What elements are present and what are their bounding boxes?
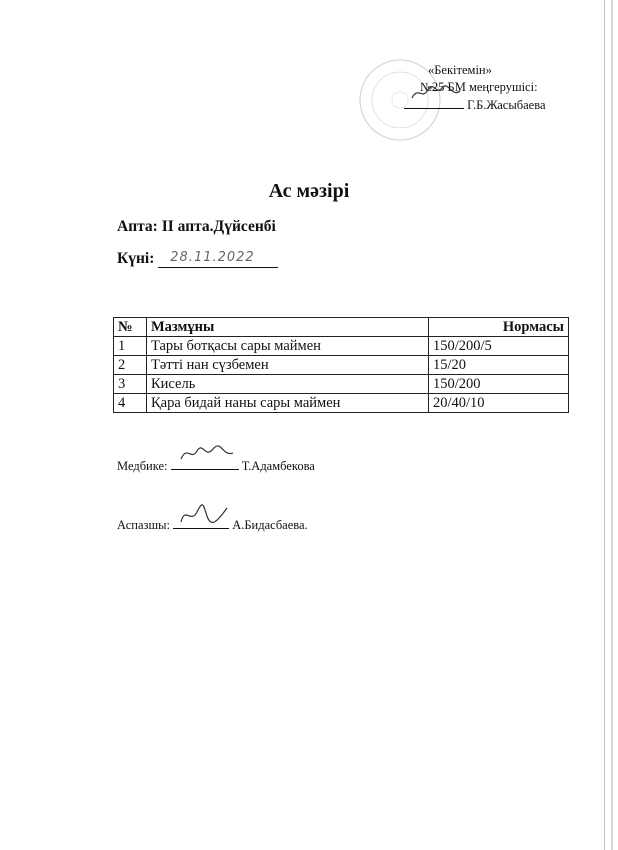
row-norm: 150/200 (429, 375, 569, 394)
approval-position: №25 БМ меңгерушісі: (420, 80, 538, 94)
scan-edge-line (611, 0, 613, 850)
cook-signature (173, 516, 229, 529)
cook-signature-row (117, 516, 308, 533)
page-title: Ас мәзірі (268, 180, 350, 202)
header-content: Мазмұны (147, 318, 429, 337)
header-number: № (114, 318, 147, 337)
row-norm: 20/40/10 (429, 394, 569, 413)
date-label: Күні: (117, 250, 155, 267)
table-header-row (114, 318, 569, 337)
director-name: Г.Б.Жасыбаева (467, 98, 546, 112)
row-item: Тары ботқасы сары маймен (147, 337, 429, 356)
row-number: 2 (114, 356, 147, 375)
row-number: 4 (114, 394, 147, 413)
header-norm: Нормасы (429, 318, 569, 337)
nurse-label: Медбике: (117, 459, 168, 473)
row-item: Кисель (147, 375, 429, 394)
approval-heading: «Бекітемін» (428, 63, 492, 77)
cook-label: Аспазшы: (117, 518, 170, 532)
cook-name: А.Бидасбаева. (232, 518, 308, 532)
table-row (114, 394, 569, 413)
table-row (114, 375, 569, 394)
date-value: 28.11.2022 (158, 250, 278, 268)
table-row (114, 356, 569, 375)
nurse-signature (171, 457, 239, 470)
director-signature (404, 96, 464, 109)
nurse-name: Т.Адамбекова (241, 459, 315, 473)
row-number: 1 (114, 337, 147, 356)
scan-edge-line (604, 0, 605, 850)
row-item: Тәтті нан сүзбемен (147, 356, 429, 375)
week-label: Апта: ІІ апта.Дүйсенбі (117, 218, 276, 235)
date-row (117, 250, 278, 268)
menu-table (113, 317, 569, 413)
approval-signature-line (370, 96, 605, 114)
nurse-signature-row (117, 457, 315, 474)
row-item: Қара бидай наны сары маймен (147, 394, 429, 413)
table-row (114, 337, 569, 356)
row-number: 3 (114, 375, 147, 394)
row-norm: 150/200/5 (429, 337, 569, 356)
approval-block (370, 62, 605, 114)
row-norm: 15/20 (429, 356, 569, 375)
